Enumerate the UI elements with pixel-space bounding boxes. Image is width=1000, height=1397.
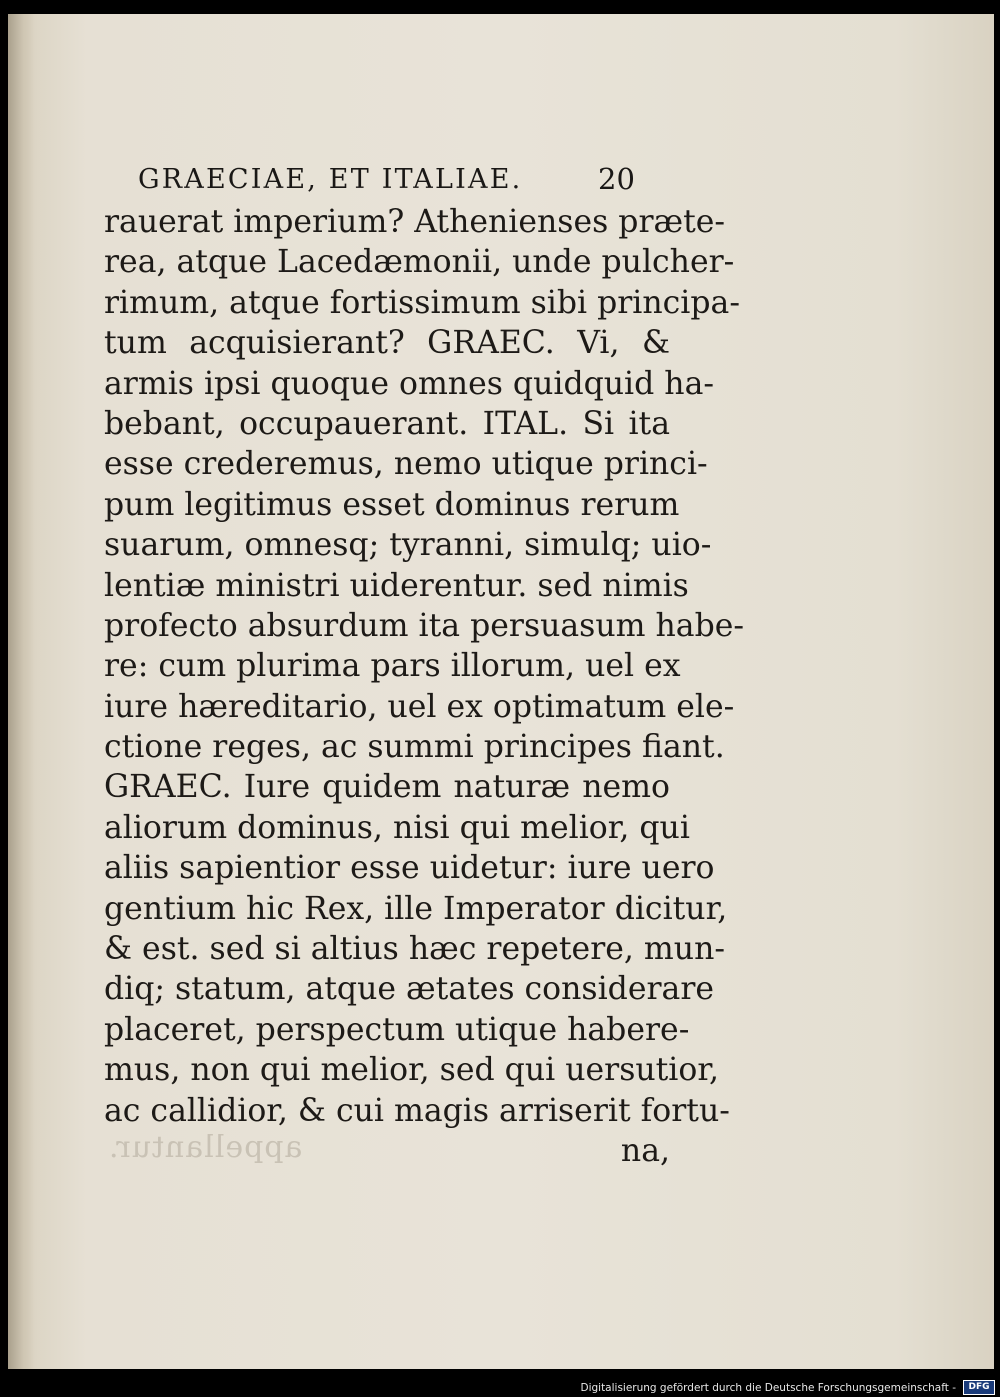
text-line: GRAEC. Iure quidem naturæ nemo (104, 769, 670, 806)
text-line: ctione reges, ac summi principes fiant. (104, 729, 725, 766)
running-head: GRAECIAE, ET ITALIAE. (138, 164, 523, 195)
text-line: iure hæreditario, uel ex optimatum ele- (104, 688, 735, 725)
text-line: pum legitimus esset dominus rerum (104, 486, 680, 523)
book-page (8, 14, 994, 1369)
text-line: aliis sapientior esse uidetur: iure uero (104, 850, 715, 887)
text-line: armis ipsi quoque omnes quidquid ha- (104, 365, 715, 402)
text-line: profecto absurdum ita persuasum habe- (104, 607, 745, 644)
text-line: gentium hic Rex, ille Imperator dicitur, (104, 890, 728, 927)
page-number: 20 (598, 162, 635, 196)
text-line: esse crederemus, nemo utique princi- (104, 446, 708, 483)
text-line: tum acquisierant? GRAEC. Vi, & (104, 325, 670, 362)
text-line: & est. sed si altius hæc repetere, mun- (104, 931, 726, 968)
text-line: re: cum plurima pars illorum, uel ex (104, 648, 681, 685)
text-line: placeret, perspectum utique habere- (104, 1011, 690, 1048)
text-line: lentiæ ministri uiderentur. sed nimis (104, 567, 689, 604)
text-line: ac callidior, & cui magis arriserit fortu- (104, 1092, 730, 1129)
text-line: rea, atque Lacedæmonii, unde pulcher- (104, 244, 735, 281)
page-binding-shadow (8, 14, 34, 1369)
catchword: na, (620, 1132, 670, 1169)
show-through-text: appellantur. (108, 1130, 303, 1165)
dfg-logo: DFG (963, 1380, 995, 1395)
digitization-credit: Digitalisierung gefördert durch die Deutsche Forschungsgemeinschaft - (580, 1382, 956, 1394)
text-line: bebant, occupauerant. ITAL. Si ita (104, 405, 670, 442)
text-line: mus, non qui melior, sed qui uersutior, (104, 1052, 719, 1089)
text-line: suarum, omnesq; tyranni, simulq; uio- (104, 527, 712, 564)
text-line: diq; statum, atque ætates considerare (104, 971, 715, 1008)
text-line: rauerat imperium? Athenienses præte- (104, 204, 726, 240)
text-line: aliorum dominus, nisi qui melior, qui (104, 809, 690, 846)
text-line: rimum, atque fortissimum sibi principa- (104, 284, 740, 321)
body-text (104, 202, 745, 1171)
